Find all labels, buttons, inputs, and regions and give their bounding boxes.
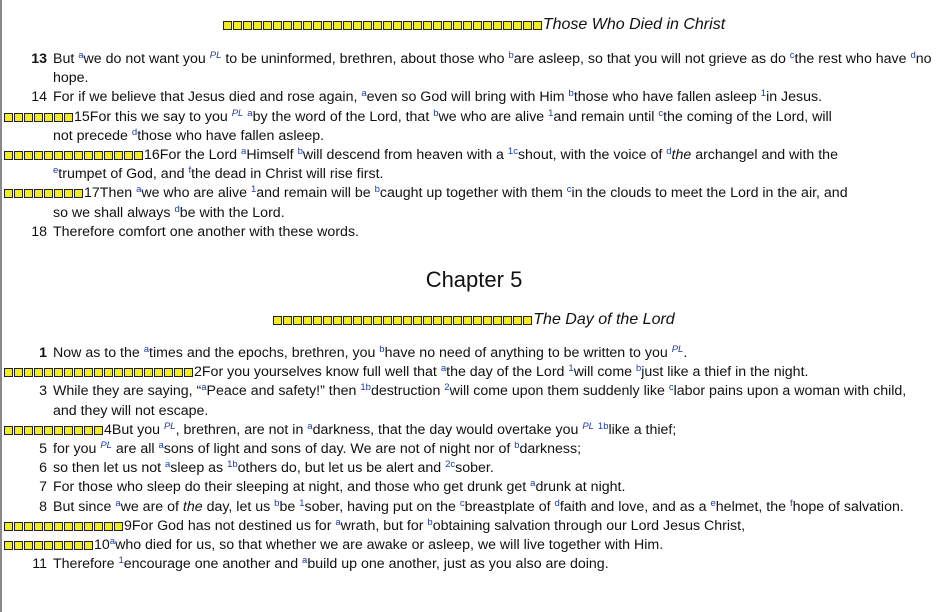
verse-number: 9: [124, 517, 132, 534]
verse-text-continued: not precede $^d$those who have fallen asleep.: [53, 126, 325, 144]
verse-14: [31, 88, 933, 107]
placeholder-boxes: [4, 522, 124, 531]
verse-text-continued: so we shall always $^d$be with the Lord.: [53, 203, 285, 221]
section-heading-2: [4, 310, 944, 330]
placeholder-boxes: [273, 316, 533, 325]
verse-text: for you $^{PL}$ are all $^a$sons of light and sons of day. We are not of night nor of $^b$darkness;: [53, 440, 582, 457]
verse-number: 18: [31, 223, 47, 240]
verse-number: 16: [144, 147, 160, 163]
verse-text: But you $^{PL}$, brethren, are not in $^a$darkness, that the day would overtake you $^{PL}$ $^{1b}$like a thief;: [111, 420, 677, 438]
section-heading-1: [4, 15, 944, 35]
verse-number: 2: [194, 364, 202, 381]
verse-4: [4, 421, 933, 440]
placeholder-boxes: [4, 113, 74, 122]
section-heading-text: Those Who Died in Christ: [542, 16, 726, 33]
placeholder-boxes: [4, 189, 84, 198]
verse-text: For those who sleep do their sleeping at night, and those who get drunk get $^a$drunk at night.: [53, 478, 626, 496]
verse-7: [39, 478, 933, 497]
left-border: [0, 0, 2, 612]
verse-text: For the Lord $^a$Himself $^b$will descend from heaven with a $^{1c}$shout, with the voice of $^d$the archangel and with the: [159, 146, 838, 163]
verse-number: 3: [39, 383, 47, 400]
verse-number: 5: [39, 441, 47, 457]
verse-9: [4, 517, 933, 536]
chapter-title: Chapter 5: [425, 267, 523, 292]
verse-5: [39, 440, 933, 459]
verse-text-continued: $^e$trumpet of God, and $^f$the dead in Christ will rise first.: [53, 165, 384, 183]
placeholder-boxes: [4, 426, 104, 435]
verse-text: Therefore $^1$encourage one another and $^a$build up one another, just as you also are doing.: [53, 555, 609, 573]
verse-number: 10: [94, 537, 110, 553]
verse-11: [32, 555, 933, 574]
verse-text: But since $^a$we are of the day, let us $^b$be $^1$sober, having put on the $^c$breastplate of $^d$faith and love, and as a $^e$helmet, the $^f$hope of salvation.: [53, 497, 904, 515]
verse-number: 11: [32, 556, 47, 573]
verse-text: Then $^a$we who are alive $^1$and remain will be $^b$caught up together with them $^c$in the clouds to meet the Lord in the air, and: [99, 184, 848, 202]
section-heading-text: The Day of the Lord: [533, 311, 675, 328]
verse-2: [4, 363, 933, 382]
verse-6: [39, 459, 933, 478]
verse-number: 15: [74, 108, 90, 125]
placeholder-boxes: [4, 541, 94, 550]
verse-text: But $^a$we do not want you $^{PL}$ to be uninformed, brethren, about those who $^b$are asleep, so that you will not grieve as do $^c$the rest who have $^d$no hope.: [53, 50, 932, 87]
verse-text: Therefore comfort one another with these words.: [53, 223, 359, 240]
verse-18: [31, 223, 933, 242]
verse-text: For if we believe that Jesus died and rose again, $^a$even so God will bring with Him $^b$those who have fallen asleep $^1$in Jesus.: [53, 88, 823, 106]
verse-text: $^a$who died for us, so that whether we are awake or asleep, we will live together with Him.: [109, 536, 664, 553]
verse-13: [31, 50, 933, 88]
verse-1: [39, 344, 933, 363]
placeholder-boxes: [4, 368, 194, 377]
verse-text: For this we say to you $^{PL}$ $^a$by the word of the Lord, that $^b$we who are alive $^1$and remain until $^c$the coming of the Lord, will: [89, 107, 832, 125]
verse-text: For God has not destined us for $^a$wrath, but for $^b$obtaining salvation through our Lord Jesus Christ,: [131, 516, 746, 534]
verse-number: 14: [31, 89, 47, 106]
verse-8: [39, 497, 933, 517]
placeholder-boxes: [223, 21, 543, 30]
verse-10: [4, 536, 933, 555]
verse-number: 7: [39, 479, 47, 496]
verse-16: [4, 146, 933, 184]
verse-15: [4, 108, 933, 146]
verse-number: 1: [39, 345, 47, 361]
verse-17: [4, 184, 933, 222]
verse-number: 13: [31, 51, 47, 67]
verse-number: 17: [84, 185, 100, 202]
verse-text: so then let us not $^a$sleep as $^{1b}$others do, but let us be alert and $^{2c}$sober.: [53, 459, 494, 477]
verse-number: 8: [39, 498, 47, 515]
verse-text: While they are saying, “$^a$Peace and safety!” then $^{1b}$destruction $^2$will come upon them suddenly like $^c$labor pains upon a woman with child, and they will not escape.: [53, 382, 907, 419]
verse-number: 6: [39, 460, 47, 477]
verse-text: For you yourselves know full well that $^a$the day of the Lord $^1$will come $^b$just like a thief in the night.: [201, 363, 809, 381]
placeholder-boxes: [4, 151, 144, 160]
verse-3: [39, 382, 933, 420]
verse-text: Now as to the $^a$times and the epochs, brethren, you $^b$have no need of anything to be written to you $^{PL}$.: [53, 344, 688, 361]
verse-number: 4: [104, 421, 112, 438]
